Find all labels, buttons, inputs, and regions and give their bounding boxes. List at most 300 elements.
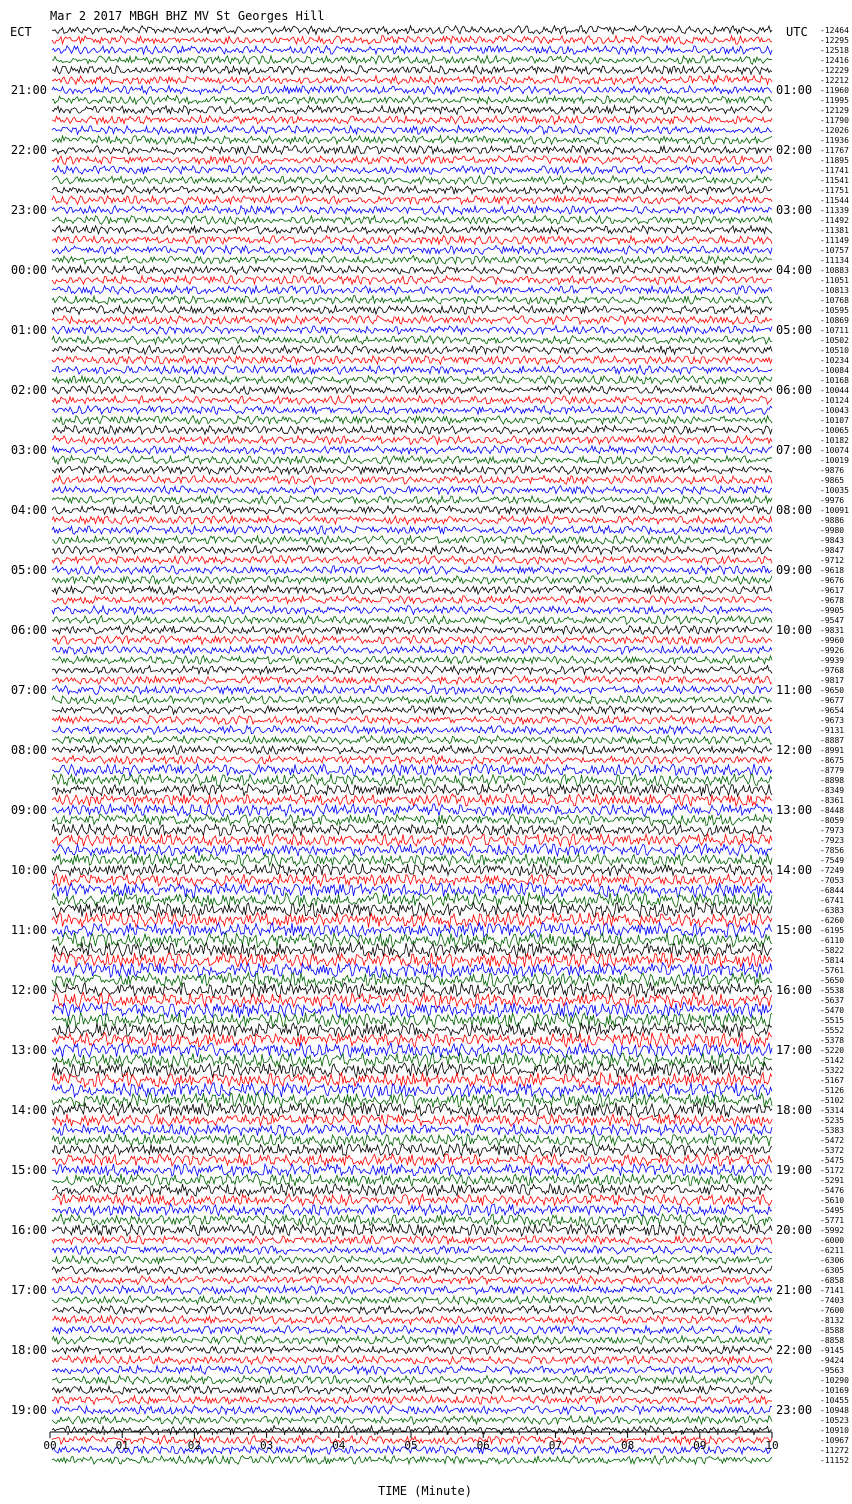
trace-offset-label: -10711 [820,326,849,335]
trace-offset-label: -8779 [820,766,845,775]
trace-offset-label: -12295 [820,36,849,45]
trace-line [52,716,772,725]
trace-line [52,526,772,535]
trace-line [52,406,772,415]
trace-offset-label: -7141 [820,1286,845,1295]
trace-offset-label: -5102 [820,1096,845,1105]
trace-offset-label: -6195 [820,926,845,935]
trace-line [52,903,772,918]
trace-line [52,666,772,675]
trace-line [52,676,772,685]
trace-line [52,376,772,385]
trace-offset-label: -12129 [820,106,849,115]
trace-line [52,636,772,645]
trace-offset-label: -10757 [820,246,849,255]
trace-offset-label: -9145 [820,1346,845,1355]
trace-offset-label: -5172 [820,1166,845,1175]
trace-group [52,26,772,1465]
trace-offset-label: -5476 [820,1186,845,1195]
trace-line [52,686,772,695]
trace-offset-label: -5383 [820,1126,845,1135]
trace-offset-label: -10043 [820,406,849,415]
trace-offset-label: -10065 [820,426,849,435]
trace-offset-label: -5610 [820,1196,845,1205]
right-hour-label: 12:00 [776,743,813,757]
trace-offset-label: -10182 [820,436,849,445]
chart-title: Mar 2 2017 MBGH BHZ MV St Georges Hill [50,9,325,23]
trace-offset-label: -6858 [820,1276,845,1285]
trace-line [52,1376,772,1385]
trace-line [52,1093,772,1108]
trace-offset-label: -5538 [820,986,845,995]
trace-offset-label: -8059 [820,816,845,825]
trace-line [52,834,772,846]
trace-line [52,36,772,45]
trace-line [52,26,772,35]
x-tick-label: 10 [765,1439,779,1452]
trace-line [52,854,772,866]
trace-line [52,1236,772,1245]
trace-line [52,1396,772,1405]
left-hour-label: 00:00 [10,263,47,277]
trace-line [52,1073,772,1088]
trace-line [52,1013,772,1028]
trace-offset-label: -11541 [820,176,849,185]
trace-line [52,804,772,817]
trace-line [52,1296,772,1305]
trace-line [52,276,772,285]
left-hour-label: 10:00 [10,863,47,877]
trace-offset-label: -10910 [820,1426,849,1435]
trace-offset-label: -11381 [820,226,849,235]
trace-offset-label: -10169 [820,1386,849,1395]
trace-line [52,1214,772,1226]
trace-line [52,396,772,405]
trace-line [52,426,772,435]
trace-line [52,1276,772,1285]
left-hour-label: 13:00 [10,1043,47,1057]
trace-offset-label: -6110 [820,936,845,945]
right-hour-label: 16:00 [776,983,813,997]
trace-line [52,626,772,635]
right-hour-label: 01:00 [776,83,813,97]
trace-offset-label: -9424 [820,1356,845,1365]
trace-line [52,446,772,455]
trace-offset-label: -5220 [820,1046,845,1055]
trace-offset-labels [820,26,849,1465]
left-hour-label: 12:00 [10,983,47,997]
trace-line [52,466,772,475]
trace-offset-label: -5771 [820,1216,845,1225]
trace-line [52,586,772,595]
trace-line [52,116,772,124]
trace-line [52,923,772,938]
trace-line [52,1164,772,1176]
trace-offset-label: -8349 [820,786,845,795]
trace-line [52,656,772,665]
trace-line [52,1356,772,1365]
trace-line [52,596,772,605]
trace-offset-label: -11895 [820,156,849,165]
trace-line [52,1326,772,1335]
trace-offset-label: -8448 [820,806,845,815]
trace-offset-label: -10074 [820,446,849,455]
trace-offset-label: -8991 [820,746,845,755]
trace-line [52,1306,772,1315]
trace-offset-label: -8887 [820,736,845,745]
trace-line [52,556,772,565]
right-hour-label: 03:00 [776,203,813,217]
trace-line [52,96,772,105]
trace-offset-label: -8675 [820,756,845,765]
trace-line [52,156,772,165]
trace-line [52,136,772,145]
trace-offset-label: -11272 [820,1446,849,1455]
right-timezone-label: UTC [786,25,808,39]
trace-offset-label: -10948 [820,1406,849,1415]
trace-offset-label: -9618 [820,566,845,575]
trace-line [52,146,772,155]
trace-offset-label: -5126 [820,1086,845,1095]
trace-line [52,696,772,705]
trace-offset-label: -7403 [820,1296,845,1305]
trace-offset-label: -6260 [820,916,845,925]
trace-line [52,386,772,395]
trace-line [52,874,772,886]
trace-line [52,346,772,355]
trace-line [52,1246,772,1255]
trace-line [52,1386,772,1395]
trace-offset-label: -10967 [820,1436,849,1445]
trace-line [52,456,772,465]
trace-offset-label: -9673 [820,716,845,725]
trace-line [52,784,772,796]
trace-offset-label: -6000 [820,1236,845,1245]
trace-offset-label: -10869 [820,316,849,325]
trace-line [52,756,772,765]
trace-line [52,536,772,545]
trace-line [52,256,772,265]
left-hour-label: 14:00 [10,1103,47,1117]
trace-line [52,973,772,987]
trace-line [52,646,772,655]
trace-offset-label: -11960 [820,86,849,95]
right-hour-label: 06:00 [776,383,813,397]
trace-line [52,1266,772,1275]
trace-offset-label: -7053 [820,876,845,885]
trace-offset-label: -9654 [820,706,845,715]
right-hour-label: 21:00 [776,1283,813,1297]
trace-offset-label: -9650 [820,686,845,695]
trace-offset-label: -9563 [820,1366,845,1375]
left-hour-label: 15:00 [10,1163,47,1177]
right-hour-label: 18:00 [776,1103,813,1117]
trace-line [52,736,772,745]
trace-offset-label: -9905 [820,606,845,615]
trace-offset-label: -5167 [820,1076,845,1085]
trace-line [52,1406,772,1415]
trace-offset-label: -7856 [820,846,845,855]
trace-offset-label: -5142 [820,1056,845,1065]
trace-line [52,1154,772,1166]
trace-offset-label: -5650 [820,976,845,985]
trace-line [52,126,772,135]
trace-offset-label: -9768 [820,666,845,675]
trace-offset-label: -9617 [820,586,845,595]
trace-offset-label: -9712 [820,556,845,565]
trace-line [52,286,772,295]
trace-offset-label: -7923 [820,836,845,845]
trace-offset-label: -6741 [820,896,845,905]
trace-line [52,236,772,245]
trace-offset-label: -5314 [820,1106,845,1115]
trace-offset-label: -10124 [820,396,849,405]
trace-line [52,226,772,235]
trace-line [52,66,772,75]
trace-offset-label: -11741 [820,166,849,175]
trace-line [52,616,772,625]
trace-line [52,166,772,175]
trace-offset-label: -11790 [820,116,849,125]
trace-line [52,486,772,495]
trace-line [52,326,772,335]
trace-offset-label: -11995 [820,96,849,105]
x-tick-label: 01 [115,1439,129,1452]
trace-line [52,196,772,205]
trace-offset-label: -10091 [820,506,849,515]
trace-offset-label: -6211 [820,1246,845,1255]
trace-offset-label: -12026 [820,126,849,135]
trace-offset-label: -12518 [820,46,849,55]
left-hour-label: 05:00 [10,563,47,577]
trace-line [52,46,772,55]
right-hour-label: 13:00 [776,803,813,817]
trace-offset-label: -5372 [820,1146,845,1155]
trace-offset-label: -8588 [820,1326,845,1335]
trace-offset-label: -9865 [820,476,845,485]
trace-offset-label: -9980 [820,526,845,535]
trace-offset-label: -5992 [820,1226,845,1235]
trace-line [52,176,772,185]
trace-offset-label: -9926 [820,646,845,655]
trace-offset-label: -9677 [820,696,845,705]
trace-offset-label: -9939 [820,656,845,665]
trace-line [52,1316,772,1325]
trace-offset-label: -11149 [820,236,849,245]
right-hour-label: 10:00 [776,623,813,637]
trace-offset-label: -10813 [820,286,849,295]
trace-offset-label: -9847 [820,546,845,555]
trace-offset-label: -5472 [820,1136,845,1145]
trace-offset-label: -9976 [820,496,845,505]
trace-offset-label: -10035 [820,486,849,495]
trace-line [52,506,772,515]
right-hour-label: 15:00 [776,923,813,937]
trace-offset-label: -9678 [820,596,845,605]
trace-line [52,1286,772,1295]
left-hour-label: 07:00 [10,683,47,697]
trace-line [52,366,772,375]
trace-offset-label: -12464 [820,26,849,35]
trace-offset-label: -10455 [820,1396,849,1405]
trace-line [52,1366,772,1375]
trace-line [52,476,772,485]
trace-line [52,56,772,65]
trace-line [52,86,772,95]
trace-offset-label: -10510 [820,346,849,355]
trace-offset-label: -8132 [820,1316,845,1325]
trace-line [52,1042,772,1057]
right-hour-label: 05:00 [776,323,813,337]
trace-line [52,1336,772,1345]
trace-offset-label: -5235 [820,1116,845,1125]
left-hour-label: 09:00 [10,803,47,817]
left-hour-label: 22:00 [10,143,47,157]
trace-line [52,1134,772,1146]
right-hour-label: 23:00 [776,1403,813,1417]
trace-offset-label: -5322 [820,1066,845,1075]
trace-offset-label: -7249 [820,866,845,875]
trace-line [52,824,772,837]
trace-offset-label: -10523 [820,1416,849,1425]
trace-offset-label: -9876 [820,466,845,475]
trace-offset-label: -6383 [820,906,845,915]
trace-offset-label: -11544 [820,196,849,205]
right-hour-label: 19:00 [776,1163,813,1177]
trace-line [52,794,772,806]
trace-offset-label: -6305 [820,1266,845,1275]
trace-offset-label: -10107 [820,416,849,425]
trace-offset-label: -10168 [820,376,849,385]
trace-line [52,356,772,365]
trace-offset-label: -6844 [820,886,845,895]
trace-offset-label: -10502 [820,336,849,345]
trace-offset-label: -10044 [820,386,849,395]
trace-line [52,1102,772,1117]
trace-offset-label: -8898 [820,776,845,785]
trace-line [52,774,772,786]
trace-offset-label: -11152 [820,1456,849,1465]
trace-line [52,206,772,215]
trace-offset-label: -5475 [820,1156,845,1165]
trace-offset-label: -10234 [820,356,849,365]
trace-line [52,1416,772,1425]
trace-line [52,566,772,575]
trace-line [52,1033,772,1048]
x-tick-label: 05 [404,1439,418,1452]
left-hour-label: 21:00 [10,83,47,97]
x-tick-label: 03 [259,1439,274,1452]
trace-line [52,1174,772,1186]
trace-line [52,216,772,225]
trace-offset-label: -7973 [820,826,845,835]
trace-line [52,416,772,425]
trace-offset-label: -7549 [820,856,845,865]
left-hour-label: 08:00 [10,743,47,757]
trace-offset-label: -9547 [820,616,845,625]
right-hour-label: 22:00 [776,1343,813,1357]
trace-line [52,296,772,305]
left-hour-label: 01:00 [10,323,47,337]
x-tick-label: 02 [187,1439,202,1452]
trace-offset-label: -5822 [820,946,845,955]
trace-line [52,1456,772,1465]
trace-line [52,576,772,585]
trace-offset-label: -11936 [820,136,849,145]
trace-offset-label: -12229 [820,66,849,75]
trace-line [52,1023,772,1038]
left-hour-label: 03:00 [10,443,47,457]
left-hour-label: 04:00 [10,503,47,517]
trace-line [52,1194,772,1206]
right-hour-label: 07:00 [776,443,813,457]
trace-offset-label: -9817 [820,676,845,685]
x-tick-label: 08 [620,1439,635,1452]
x-tick-label: 06 [476,1439,490,1452]
trace-offset-label: -11492 [820,216,849,225]
trace-offset-label: -10290 [820,1376,849,1385]
trace-offset-label: -5515 [820,1016,845,1025]
left-hour-label: 11:00 [10,923,47,937]
trace-line [52,932,772,947]
trace-line [52,516,772,525]
trace-offset-label: -9131 [820,726,845,735]
trace-offset-label: -8361 [820,796,845,805]
left-hour-label: 02:00 [10,383,47,397]
trace-offset-label: -5637 [820,996,845,1005]
trace-line [52,1224,772,1236]
trace-line [52,913,772,928]
right-hour-label: 14:00 [776,863,813,877]
trace-offset-label: -12212 [820,76,849,85]
right-hour-label: 08:00 [776,503,813,517]
trace-line [52,606,772,615]
left-timezone-label: ECT [10,25,32,39]
trace-line [52,726,772,735]
left-hour-label: 06:00 [10,623,47,637]
left-hour-label: 16:00 [10,1223,47,1237]
right-hour-label: 04:00 [776,263,813,277]
right-hour-label: 11:00 [776,683,813,697]
x-tick-label: 00 [43,1439,57,1452]
trace-offset-label: -10084 [820,366,849,375]
trace-line [52,1114,772,1126]
trace-line [52,844,772,856]
trace-offset-label: -9843 [820,536,845,545]
trace-line [52,993,772,1008]
trace-line [52,316,772,325]
left-hour-label: 19:00 [10,1403,47,1417]
trace-offset-label: -8858 [820,1336,845,1345]
trace-line [52,746,772,755]
trace-offset-label: -9676 [820,576,845,585]
trace-offset-label: -7600 [820,1306,845,1315]
trace-line [52,982,772,997]
trace-line [52,1204,772,1216]
trace-line [52,336,772,345]
trace-offset-label: -12416 [820,56,849,65]
trace-offset-label: -9960 [820,636,845,645]
trace-offset-label: -11339 [820,206,849,215]
trace-offset-label: -9831 [820,626,845,635]
trace-offset-label: -9886 [820,516,845,525]
trace-line [52,1346,772,1355]
trace-line [52,496,772,505]
trace-offset-label: -5552 [820,1026,845,1035]
trace-offset-label: -10595 [820,306,849,315]
x-tick-label: 07 [548,1439,563,1452]
right-hour-label: 20:00 [776,1223,813,1237]
